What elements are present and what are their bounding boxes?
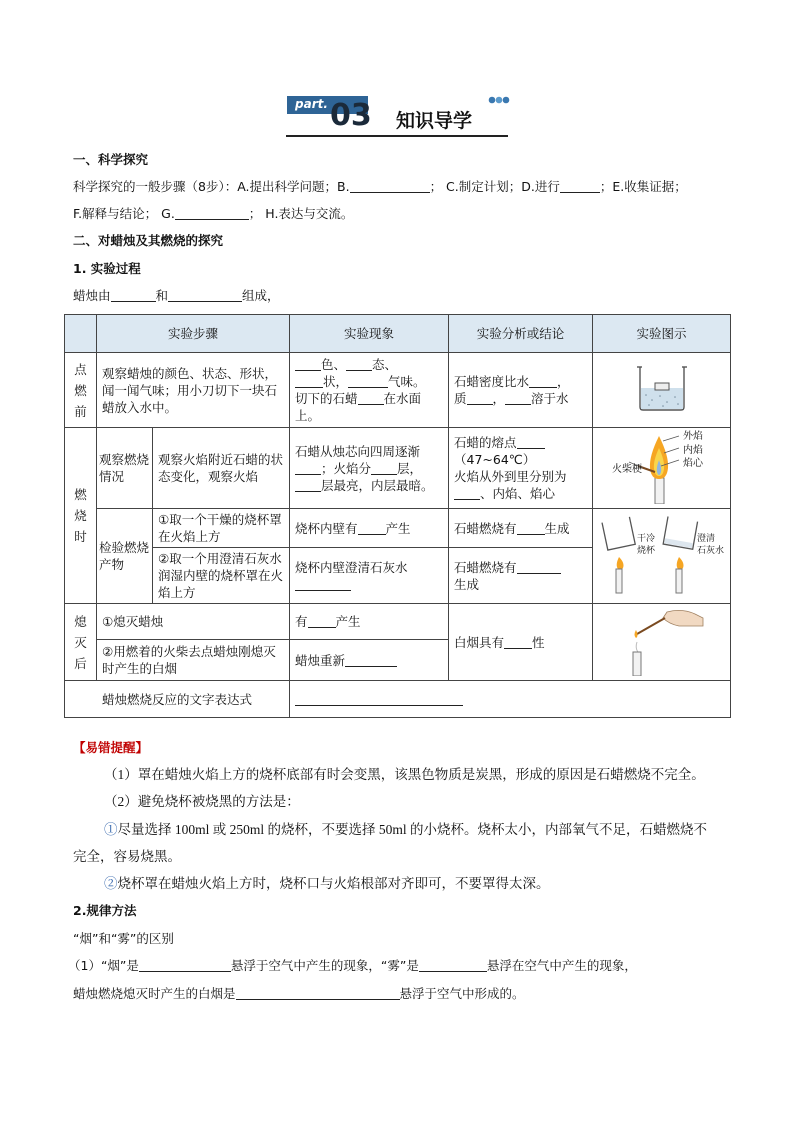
blank — [350, 178, 430, 193]
page-title: 知识导学 — [396, 110, 473, 132]
label-flame-core: 焰心 — [683, 458, 703, 469]
observation-cell — [290, 604, 449, 640]
text: 烧杯罩在蜡烛火焰上方时，烧杯口与火焰根部对齐即可，不要罩得太深。 — [117, 876, 550, 891]
bullet-number: ① — [104, 822, 118, 837]
table-header-cell — [65, 315, 97, 353]
text: 质 — [454, 391, 467, 406]
text: 色、 — [321, 357, 347, 372]
blank — [371, 460, 397, 475]
text: F.解释与结论； G. — [73, 206, 175, 221]
beaker-paraffin-icon — [634, 363, 690, 413]
text: 石蜡燃烧有 — [454, 559, 517, 575]
blank — [419, 957, 487, 972]
blank — [346, 356, 372, 371]
blank — [175, 205, 249, 220]
text: 生成 — [544, 520, 570, 536]
conclusion-cell — [449, 428, 593, 509]
text: 石蜡燃烧有 — [454, 520, 517, 536]
tips-title: 【易错提醒】 — [73, 740, 149, 755]
text: 尽量选择 100ml 或 250ml 的烧杯，不要选择 50ml 的小烧杯。烧杯太小，内部氧气不足，石蜡燃烧不 — [117, 822, 708, 837]
blank — [295, 460, 321, 475]
observation-cell — [290, 428, 449, 509]
steps-line-2 — [73, 205, 353, 223]
text: 蜡烛重新 — [295, 652, 346, 668]
step-cell: 观察蜡烛的颜色、状态、形状，闻一闻气味；用小刀切下一块石蜡放入水中。 — [97, 353, 290, 428]
text: 烧杯内壁澄清石灰水 — [295, 559, 408, 575]
text: 层， — [397, 460, 423, 476]
table-row — [65, 353, 731, 428]
text: 和 — [155, 288, 169, 303]
table-header-cell: 实验分析或结论 — [449, 315, 593, 353]
blank — [295, 356, 321, 371]
experiment-table — [64, 314, 731, 718]
figure-cell — [593, 604, 731, 681]
observation-cell — [290, 353, 449, 428]
observation-cell — [290, 548, 449, 604]
label-beaker: 烧杯 — [637, 546, 656, 556]
bullet-number: ② — [104, 876, 118, 891]
label-limewater: 石灰水 — [697, 546, 725, 556]
text: 石蜡的熔点 — [454, 435, 517, 450]
text: ， — [492, 391, 506, 406]
text: 石蜡密度比水 — [454, 374, 530, 389]
text: 切下的石蜡 — [295, 391, 358, 406]
blank — [517, 434, 545, 449]
text: （47~64℃） — [454, 452, 536, 467]
blank — [454, 485, 480, 500]
text: 态、 — [372, 357, 398, 372]
table-header-row — [65, 315, 731, 353]
blank — [348, 373, 388, 388]
subsection-heading: “烟”和“雾”的区别 — [73, 931, 174, 946]
stage-label: 熄灭后 — [74, 613, 87, 671]
section-heading: 一、科学探究 — [73, 152, 149, 167]
text: 火焰从外到里分别为 — [454, 469, 567, 484]
stage-cell — [65, 604, 97, 681]
part-number: 03 — [330, 98, 372, 133]
text: 产生 — [385, 520, 411, 536]
text: 有 — [295, 614, 308, 630]
step-cell: ①取一个干燥的烧杯罩在火焰上方 — [153, 509, 290, 548]
text: 在水面上。 — [295, 391, 422, 423]
decor-dots-icon — [487, 96, 511, 108]
blank — [358, 390, 384, 405]
blank — [529, 373, 557, 388]
label-outer-flame-2: 外焰 — [683, 431, 703, 442]
step-cell: ②用燃着的火柴去点蜡烛刚熄灭时产生的白烟 — [97, 640, 290, 681]
stage-cell — [65, 428, 97, 604]
blank — [345, 652, 397, 667]
text: 科学探究的一般步骤（8步）：A.提出科学问题；B. — [73, 179, 350, 194]
blank — [517, 559, 561, 574]
conclusion-cell — [449, 353, 593, 428]
text: 蜡烛燃烧熄灭时产生的白烟是 — [73, 986, 236, 1001]
observation-cell — [290, 640, 449, 681]
conclusion-cell — [449, 509, 593, 548]
subsection-heading: 1. 实验过程 — [73, 261, 141, 276]
blank — [236, 985, 400, 1000]
text: 溶于水 — [531, 391, 569, 406]
relight-candle-icon — [607, 604, 717, 676]
blank — [295, 691, 463, 706]
text: 气味。 — [388, 374, 426, 389]
text: 悬浮于空气中形成的。 — [399, 986, 525, 1001]
label-inner-flame: 内焰 — [683, 445, 703, 456]
text: 产生 — [335, 614, 361, 630]
tip-paragraph — [104, 875, 550, 893]
part-label: part. — [295, 97, 328, 111]
section-heading: 二、对蜡烛及其燃烧的探究 — [73, 233, 224, 248]
blank — [295, 576, 351, 591]
tip-paragraph: 完全，容易烧黑。 — [73, 849, 181, 864]
table-header-cell: 实验图示 — [593, 315, 731, 353]
tip-paragraph: （1）罩在蜡烛火焰上方的烧杯底部有时会变黑，该黑色物质是炭黑，形成的原因是石蜡燃烧不完全。 — [104, 767, 705, 782]
text: 生成 — [454, 576, 480, 592]
step-cell: 观察火焰附近石蜡的状态变化，观察火焰 — [153, 428, 290, 509]
text: ； C.制定计划；D.进行 — [429, 179, 560, 194]
blank — [358, 520, 386, 535]
steps-line-1 — [73, 178, 687, 196]
blank — [295, 373, 323, 388]
section-heading: 2.规律方法 — [73, 903, 137, 918]
text: ；火焰分 — [321, 460, 372, 476]
blank — [467, 390, 493, 405]
text: 性 — [532, 634, 545, 650]
title-underline — [286, 135, 508, 137]
blank — [504, 634, 532, 649]
blank — [139, 957, 231, 972]
blank — [517, 520, 545, 535]
text: 蜡烛由 — [73, 288, 111, 303]
candle-composition-line — [73, 287, 280, 305]
stage-label: 燃烧时 — [74, 487, 87, 544]
text: 石蜡从烛芯向四周逐渐 — [295, 443, 421, 459]
tip-paragraph — [104, 821, 707, 839]
stage-label: 点燃前 — [74, 361, 87, 419]
label-match-stick: 火柴梗 — [612, 464, 642, 475]
substep-cell: 观察燃烧情况 — [97, 428, 153, 509]
label-clear: 澄清 — [697, 534, 716, 544]
text: ；E.收集证据； — [599, 179, 687, 194]
text: 组成， — [242, 288, 280, 303]
substep-cell: 检验燃烧产物 — [97, 509, 153, 604]
text: ； H.表达与交流。 — [248, 206, 354, 221]
text: 悬浮于空气中产生的现象，“雾”是 — [230, 958, 419, 973]
text: 层最亮，内层最暗。 — [321, 477, 434, 493]
table-row — [65, 681, 731, 718]
stage-cell — [65, 353, 97, 428]
text: 状， — [323, 374, 349, 389]
expression-cell — [290, 681, 731, 718]
text: 烧杯内壁有 — [295, 520, 358, 536]
blank — [111, 287, 156, 302]
figure-cell — [593, 353, 731, 428]
blank — [295, 477, 321, 492]
table-header-cell: 实验现象 — [290, 315, 449, 353]
blank — [505, 390, 531, 405]
table-row — [65, 604, 731, 640]
table-header-cell: 实验步骤 — [97, 315, 290, 353]
figure-cell — [593, 509, 731, 604]
step-cell: ②取一个用澄清石灰水润湿内壁的烧杯罩在火焰上方 — [153, 548, 290, 604]
text: 白烟具有 — [454, 634, 505, 650]
expression-label-cell: 蜡烛燃烧反应的文字表达式 — [65, 681, 290, 718]
tip-paragraph: （2）避免烧杯被烧黑的方法是： — [104, 794, 300, 809]
conclusion-cell — [449, 604, 593, 681]
blank — [560, 178, 600, 193]
smoke-fog-line-2 — [73, 985, 525, 1003]
label-dry-cold: 干冷 — [637, 534, 656, 544]
conclusion-cell — [449, 548, 593, 604]
table-row — [65, 509, 731, 548]
text: 悬浮在空气中产生的现象， — [486, 958, 637, 973]
step-cell: ①熄灭蜡烛 — [97, 604, 290, 640]
smoke-fog-line-1 — [68, 957, 637, 975]
blank — [308, 613, 336, 628]
blank — [168, 287, 242, 302]
text: ， — [557, 374, 570, 389]
text: 、内焰、焰心 — [480, 486, 556, 501]
observation-cell — [290, 509, 449, 548]
text: （1）“烟”是 — [68, 958, 139, 973]
